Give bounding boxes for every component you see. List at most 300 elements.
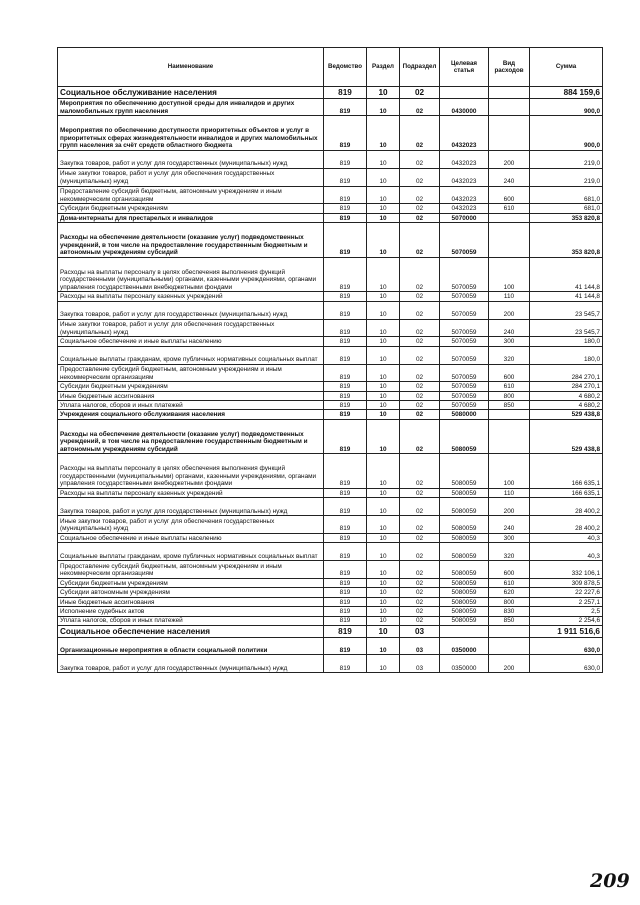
budget-table-sheet	[57, 47, 602, 673]
row-subsection-cell: 03	[400, 637, 440, 655]
row-dept-cell: 819	[324, 579, 367, 588]
row-name-cell: Предоставление субсидий бюджетным, автономным учреждениям и иным некоммерческим организациям	[58, 186, 324, 204]
row-dept-cell: 819	[324, 87, 367, 99]
row-dept-cell: 819	[324, 364, 367, 382]
row-subsection-cell: 02	[400, 543, 440, 561]
row-name-cell: Расходы на обеспечение деятельности (оказание услуг) подведомственных учреждений, в том числе на предоставление государственным бюджетным и автономным учреждениям субсидий	[58, 419, 324, 454]
row-subsection-cell: 02	[400, 382, 440, 391]
row-name-cell: Дома-интернаты для престарелых и инвалидов	[58, 213, 324, 222]
row-subsection-cell: 02	[400, 401, 440, 410]
table-row	[58, 489, 603, 498]
row-dept-cell: 819	[324, 213, 367, 222]
row-sum-cell: 884 159,6	[530, 87, 603, 99]
row-name-cell: Организационные мероприятия в области социальной политики	[58, 637, 324, 655]
row-target-cell: 5080059	[440, 498, 489, 516]
row-dept-cell: 819	[324, 401, 367, 410]
row-exptype-cell: 110	[489, 292, 530, 301]
row-section-cell: 10	[367, 382, 400, 391]
row-exptype-cell: 200	[489, 498, 530, 516]
row-section-cell: 10	[367, 292, 400, 301]
row-subsection-cell: 02	[400, 87, 440, 99]
row-target-cell: 5080059	[440, 607, 489, 616]
row-section-cell: 10	[367, 561, 400, 579]
row-exptype-cell: 620	[489, 588, 530, 597]
table-row	[58, 616, 603, 625]
table-row	[58, 561, 603, 579]
row-section-cell: 10	[367, 319, 400, 337]
row-subsection-cell: 02	[400, 301, 440, 319]
row-dept-cell: 819	[324, 543, 367, 561]
row-subsection-cell: 02	[400, 588, 440, 597]
table-row	[58, 655, 603, 673]
row-name-cell: Закупка товаров, работ и услуг для государственных (муниципальных) нужд	[58, 301, 324, 319]
table-row	[58, 223, 603, 258]
row-dept-cell: 819	[324, 561, 367, 579]
row-name-cell: Социальное обеспечение населения	[58, 625, 324, 637]
row-exptype-cell	[489, 223, 530, 258]
header-exptype: Вид расходов	[489, 48, 530, 87]
row-dept-cell: 819	[324, 410, 367, 419]
table-row	[58, 637, 603, 655]
row-sum-cell: 630,0	[530, 637, 603, 655]
table-row	[58, 204, 603, 213]
row-subsection-cell: 02	[400, 489, 440, 498]
table-row	[58, 319, 603, 337]
row-sum-cell: 28 400,2	[530, 498, 603, 516]
row-dept-cell: 819	[324, 625, 367, 637]
row-subsection-cell: 02	[400, 579, 440, 588]
row-dept-cell: 819	[324, 301, 367, 319]
row-target-cell: 5080000	[440, 410, 489, 419]
row-exptype-cell: 200	[489, 301, 530, 319]
row-section-cell: 10	[367, 498, 400, 516]
table-row	[58, 87, 603, 99]
row-name-cell: Иные закупки товаров, работ и услуг для обеспечения государственных (муниципальных) нужд	[58, 168, 324, 186]
row-target-cell: 0430000	[440, 98, 489, 116]
table-row	[58, 625, 603, 637]
table-row	[58, 98, 603, 116]
header-section: Раздел	[367, 48, 400, 87]
row-target-cell: 5080059	[440, 588, 489, 597]
row-section-cell: 10	[367, 186, 400, 204]
row-sum-cell: 529 438,8	[530, 419, 603, 454]
row-dept-cell: 819	[324, 337, 367, 346]
table-row	[58, 579, 603, 588]
row-subsection-cell: 03	[400, 655, 440, 673]
row-exptype-cell	[489, 98, 530, 116]
row-exptype-cell: 300	[489, 337, 530, 346]
header-subsection: Подраздел	[400, 48, 440, 87]
table-row	[58, 150, 603, 168]
row-dept-cell: 819	[324, 319, 367, 337]
row-subsection-cell: 02	[400, 116, 440, 151]
row-dept-cell: 819	[324, 655, 367, 673]
row-sum-cell: 219,0	[530, 168, 603, 186]
row-exptype-cell	[489, 625, 530, 637]
row-section-cell: 10	[367, 116, 400, 151]
table-row	[58, 257, 603, 292]
row-section-cell: 10	[367, 346, 400, 364]
row-subsection-cell: 02	[400, 346, 440, 364]
table-row	[58, 292, 603, 301]
row-name-cell: Социальные выплаты гражданам, кроме публичных нормативных социальных выплат	[58, 346, 324, 364]
row-target-cell: 5070059	[440, 391, 489, 400]
row-dept-cell: 819	[324, 292, 367, 301]
row-sum-cell: 180,0	[530, 346, 603, 364]
row-target-cell: 5080059	[440, 616, 489, 625]
row-target-cell: 5070000	[440, 213, 489, 222]
row-subsection-cell: 02	[400, 292, 440, 301]
row-name-cell: Закупка товаров, работ и услуг для государственных (муниципальных) нужд	[58, 150, 324, 168]
row-name-cell: Субсидии бюджетным учреждениям	[58, 579, 324, 588]
row-exptype-cell: 610	[489, 579, 530, 588]
row-target-cell: 5080059	[440, 579, 489, 588]
table-row	[58, 516, 603, 534]
row-subsection-cell: 02	[400, 391, 440, 400]
row-section-cell: 10	[367, 637, 400, 655]
table-body	[58, 87, 603, 673]
row-target-cell: 5080059	[440, 543, 489, 561]
row-exptype-cell: 240	[489, 319, 530, 337]
row-section-cell: 10	[367, 579, 400, 588]
table-row	[58, 534, 603, 543]
row-section-cell: 10	[367, 419, 400, 454]
row-exptype-cell: 800	[489, 597, 530, 606]
row-subsection-cell: 02	[400, 319, 440, 337]
table-row	[58, 301, 603, 319]
row-dept-cell: 819	[324, 454, 367, 489]
table-row	[58, 543, 603, 561]
row-target-cell: 5070059	[440, 257, 489, 292]
row-target-cell: 0432023	[440, 168, 489, 186]
table-row	[58, 337, 603, 346]
row-target-cell: 5080059	[440, 489, 489, 498]
row-section-cell: 10	[367, 625, 400, 637]
row-sum-cell: 28 400,2	[530, 516, 603, 534]
row-name-cell: Субсидии бюджетным учреждениям	[58, 382, 324, 391]
row-target-cell: 5080059	[440, 597, 489, 606]
row-sum-cell: 180,0	[530, 337, 603, 346]
row-section-cell: 10	[367, 150, 400, 168]
row-subsection-cell: 02	[400, 98, 440, 116]
row-name-cell: Уплата налогов, сборов и иных платежей	[58, 401, 324, 410]
row-sum-cell: 332 106,1	[530, 561, 603, 579]
row-dept-cell: 819	[324, 168, 367, 186]
row-name-cell: Расходы на выплаты персоналу казенных учреждений	[58, 292, 324, 301]
table-row	[58, 116, 603, 151]
row-name-cell: Закупка товаров, работ и услуг для государственных (муниципальных) нужд	[58, 655, 324, 673]
row-name-cell: Закупка товаров, работ и услуг для государственных (муниципальных) нужд	[58, 498, 324, 516]
row-name-cell: Расходы на выплаты персоналу в целях обеспечения выполнения функций государственными (муниципальными) органами, казенными учреждениями, органами управления государственными внебюджетными фондами	[58, 257, 324, 292]
row-subsection-cell: 02	[400, 419, 440, 454]
row-sum-cell: 219,0	[530, 150, 603, 168]
row-target-cell: 5080059	[440, 561, 489, 579]
row-exptype-cell: 240	[489, 168, 530, 186]
row-name-cell: Социальное обслуживание населения	[58, 87, 324, 99]
row-sum-cell: 41 144,8	[530, 257, 603, 292]
table-row	[58, 168, 603, 186]
row-exptype-cell: 830	[489, 607, 530, 616]
row-sum-cell: 23 545,7	[530, 319, 603, 337]
row-sum-cell: 353 820,8	[530, 223, 603, 258]
row-dept-cell: 819	[324, 489, 367, 498]
row-subsection-cell: 02	[400, 534, 440, 543]
row-section-cell: 10	[367, 607, 400, 616]
row-name-cell: Расходы на выплаты персоналу в целях обеспечения выполнения функций государственными (муниципальными) органами, казенными учреждениями, органами управления государственными внебюджетными фондами	[58, 454, 324, 489]
row-name-cell: Социальное обеспечение и иные выплаты населению	[58, 534, 324, 543]
row-dept-cell: 819	[324, 498, 367, 516]
row-sum-cell: 166 635,1	[530, 454, 603, 489]
header-sum: Сумма	[530, 48, 603, 87]
table-row	[58, 186, 603, 204]
row-exptype-cell: 100	[489, 257, 530, 292]
row-exptype-cell	[489, 637, 530, 655]
row-target-cell	[440, 625, 489, 637]
row-target-cell: 0432023	[440, 186, 489, 204]
row-exptype-cell: 600	[489, 561, 530, 579]
row-dept-cell: 819	[324, 186, 367, 204]
row-name-cell: Расходы на выплаты персоналу казенных учреждений	[58, 489, 324, 498]
row-dept-cell: 819	[324, 382, 367, 391]
table-row	[58, 410, 603, 419]
row-name-cell: Расходы на обеспечение деятельности (оказание услуг) подведомственных учреждений, в том числе на предоставление государственным бюджетным и автономным учреждениям субсидий	[58, 223, 324, 258]
row-dept-cell: 819	[324, 616, 367, 625]
row-name-cell: Иные бюджетные ассигнования	[58, 597, 324, 606]
row-target-cell: 0350000	[440, 637, 489, 655]
row-exptype-cell: 800	[489, 391, 530, 400]
row-name-cell: Субсидии автономным учреждениям	[58, 588, 324, 597]
row-target-cell: 5070059	[440, 346, 489, 364]
row-section-cell: 10	[367, 597, 400, 606]
row-sum-cell: 2 257,1	[530, 597, 603, 606]
row-exptype-cell: 610	[489, 204, 530, 213]
row-sum-cell: 630,0	[530, 655, 603, 673]
row-dept-cell: 819	[324, 419, 367, 454]
row-target-cell: 5070059	[440, 319, 489, 337]
row-dept-cell: 819	[324, 98, 367, 116]
row-sum-cell: 4 680,2	[530, 401, 603, 410]
row-sum-cell: 40,3	[530, 534, 603, 543]
row-exptype-cell	[489, 213, 530, 222]
page-number: 209	[590, 870, 630, 892]
row-sum-cell: 529 438,8	[530, 410, 603, 419]
row-exptype-cell: 600	[489, 364, 530, 382]
row-section-cell: 10	[367, 616, 400, 625]
row-target-cell: 5080059	[440, 516, 489, 534]
row-section-cell: 10	[367, 401, 400, 410]
table-row	[58, 498, 603, 516]
row-sum-cell: 4 680,2	[530, 391, 603, 400]
row-name-cell: Социальные выплаты гражданам, кроме публичных нормативных социальных выплат	[58, 543, 324, 561]
row-target-cell	[440, 87, 489, 99]
row-section-cell: 10	[367, 87, 400, 99]
table-header-row	[58, 48, 603, 87]
row-exptype-cell: 240	[489, 516, 530, 534]
row-sum-cell: 284 270,1	[530, 364, 603, 382]
row-subsection-cell: 02	[400, 168, 440, 186]
row-exptype-cell	[489, 87, 530, 99]
row-subsection-cell: 02	[400, 516, 440, 534]
table-row	[58, 419, 603, 454]
table-row	[58, 364, 603, 382]
header-target: Целевая статья	[440, 48, 489, 87]
table-row	[58, 346, 603, 364]
row-subsection-cell: 02	[400, 337, 440, 346]
row-target-cell: 5070059	[440, 401, 489, 410]
row-subsection-cell: 02	[400, 561, 440, 579]
row-sum-cell: 41 144,8	[530, 292, 603, 301]
row-target-cell: 5070059	[440, 223, 489, 258]
row-exptype-cell: 110	[489, 489, 530, 498]
row-name-cell: Иные бюджетные ассигнования	[58, 391, 324, 400]
row-target-cell: 5070059	[440, 301, 489, 319]
budget-table	[57, 47, 603, 673]
row-dept-cell: 819	[324, 534, 367, 543]
row-exptype-cell: 320	[489, 543, 530, 561]
row-target-cell: 5080059	[440, 419, 489, 454]
row-target-cell: 0350000	[440, 655, 489, 673]
row-name-cell: Иные закупки товаров, работ и услуг для обеспечения государственных (муниципальных) нужд	[58, 319, 324, 337]
row-sum-cell: 353 820,8	[530, 213, 603, 222]
row-section-cell: 10	[367, 391, 400, 400]
row-subsection-cell: 02	[400, 607, 440, 616]
row-subsection-cell: 02	[400, 616, 440, 625]
row-exptype-cell: 200	[489, 150, 530, 168]
table-row	[58, 607, 603, 616]
row-sum-cell: 23 545,7	[530, 301, 603, 319]
row-dept-cell: 819	[324, 588, 367, 597]
row-section-cell: 10	[367, 655, 400, 673]
header-dept: Ведомство	[324, 48, 367, 87]
row-target-cell: 5070059	[440, 337, 489, 346]
table-row	[58, 454, 603, 489]
row-subsection-cell: 02	[400, 454, 440, 489]
row-target-cell: 5070059	[440, 364, 489, 382]
row-subsection-cell: 02	[400, 186, 440, 204]
row-exptype-cell: 600	[489, 186, 530, 204]
row-sum-cell: 900,0	[530, 98, 603, 116]
row-subsection-cell: 02	[400, 213, 440, 222]
header-name: Наименование	[58, 48, 324, 87]
row-dept-cell: 819	[324, 346, 367, 364]
row-section-cell: 10	[367, 337, 400, 346]
row-section-cell: 10	[367, 543, 400, 561]
row-exptype-cell	[489, 116, 530, 151]
row-target-cell: 5070059	[440, 382, 489, 391]
row-sum-cell: 40,3	[530, 543, 603, 561]
row-section-cell: 10	[367, 301, 400, 319]
row-target-cell: 0432023	[440, 204, 489, 213]
row-subsection-cell: 02	[400, 498, 440, 516]
row-name-cell: Иные закупки товаров, работ и услуг для обеспечения государственных (муниципальных) нужд	[58, 516, 324, 534]
row-section-cell: 10	[367, 98, 400, 116]
row-dept-cell: 819	[324, 150, 367, 168]
row-sum-cell: 681,0	[530, 204, 603, 213]
row-target-cell: 0432023	[440, 116, 489, 151]
row-target-cell: 5080059	[440, 454, 489, 489]
row-section-cell: 10	[367, 516, 400, 534]
row-section-cell: 10	[367, 223, 400, 258]
row-subsection-cell: 02	[400, 410, 440, 419]
row-section-cell: 10	[367, 410, 400, 419]
row-subsection-cell: 02	[400, 597, 440, 606]
row-name-cell: Социальное обеспечение и иные выплаты населению	[58, 337, 324, 346]
row-dept-cell: 819	[324, 257, 367, 292]
row-sum-cell: 1 911 516,6	[530, 625, 603, 637]
row-sum-cell: 900,0	[530, 116, 603, 151]
row-section-cell: 10	[367, 489, 400, 498]
row-sum-cell: 284 270,1	[530, 382, 603, 391]
row-exptype-cell: 300	[489, 534, 530, 543]
row-section-cell: 10	[367, 168, 400, 186]
row-name-cell: Мероприятия по обеспечению доступной среды для инвалидов и других маломобильных групп населения	[58, 98, 324, 116]
row-subsection-cell: 02	[400, 364, 440, 382]
row-section-cell: 10	[367, 454, 400, 489]
row-subsection-cell: 02	[400, 223, 440, 258]
row-name-cell: Уплата налогов, сборов и иных платежей	[58, 616, 324, 625]
row-name-cell: Мероприятия по обеспечению доступности приоритетных объектов и услуг в приоритетных сферах жизнедеятельности инвалидов и других маломобильных групп населения за счёт средств областного бюджета	[58, 116, 324, 151]
table-row	[58, 588, 603, 597]
row-dept-cell: 819	[324, 607, 367, 616]
row-name-cell: Учреждения социального обслуживания населения	[58, 410, 324, 419]
row-subsection-cell: 03	[400, 625, 440, 637]
row-section-cell: 10	[367, 204, 400, 213]
row-section-cell: 10	[367, 534, 400, 543]
row-name-cell: Субсидии бюджетным учреждениям	[58, 204, 324, 213]
row-subsection-cell: 02	[400, 257, 440, 292]
row-sum-cell: 681,0	[530, 186, 603, 204]
row-dept-cell: 819	[324, 116, 367, 151]
table-row	[58, 213, 603, 222]
row-section-cell: 10	[367, 257, 400, 292]
row-dept-cell: 819	[324, 391, 367, 400]
table-row	[58, 382, 603, 391]
table-row	[58, 401, 603, 410]
row-exptype-cell	[489, 419, 530, 454]
row-dept-cell: 819	[324, 516, 367, 534]
row-subsection-cell: 02	[400, 150, 440, 168]
row-name-cell: Предоставление субсидий бюджетным, автономным учреждениям и иным некоммерческим организациям	[58, 561, 324, 579]
row-exptype-cell: 610	[489, 382, 530, 391]
row-section-cell: 10	[367, 588, 400, 597]
table-row	[58, 391, 603, 400]
row-name-cell: Исполнение судебных актов	[58, 607, 324, 616]
row-target-cell: 5070059	[440, 292, 489, 301]
table-row	[58, 597, 603, 606]
row-dept-cell: 819	[324, 204, 367, 213]
row-exptype-cell: 850	[489, 616, 530, 625]
row-dept-cell: 819	[324, 597, 367, 606]
row-dept-cell: 819	[324, 637, 367, 655]
row-sum-cell: 22 227,6	[530, 588, 603, 597]
row-sum-cell: 309 878,5	[530, 579, 603, 588]
row-sum-cell: 166 635,1	[530, 489, 603, 498]
row-sum-cell: 2 254,6	[530, 616, 603, 625]
row-exptype-cell: 200	[489, 655, 530, 673]
row-exptype-cell: 850	[489, 401, 530, 410]
row-name-cell: Предоставление субсидий бюджетным, автономным учреждениям и иным некоммерческим организациям	[58, 364, 324, 382]
row-exptype-cell	[489, 410, 530, 419]
row-subsection-cell: 02	[400, 204, 440, 213]
row-exptype-cell: 320	[489, 346, 530, 364]
row-exptype-cell: 100	[489, 454, 530, 489]
row-section-cell: 10	[367, 213, 400, 222]
row-sum-cell: 2,5	[530, 607, 603, 616]
row-section-cell: 10	[367, 364, 400, 382]
row-dept-cell: 819	[324, 223, 367, 258]
row-target-cell: 5080059	[440, 534, 489, 543]
row-target-cell: 0432023	[440, 150, 489, 168]
